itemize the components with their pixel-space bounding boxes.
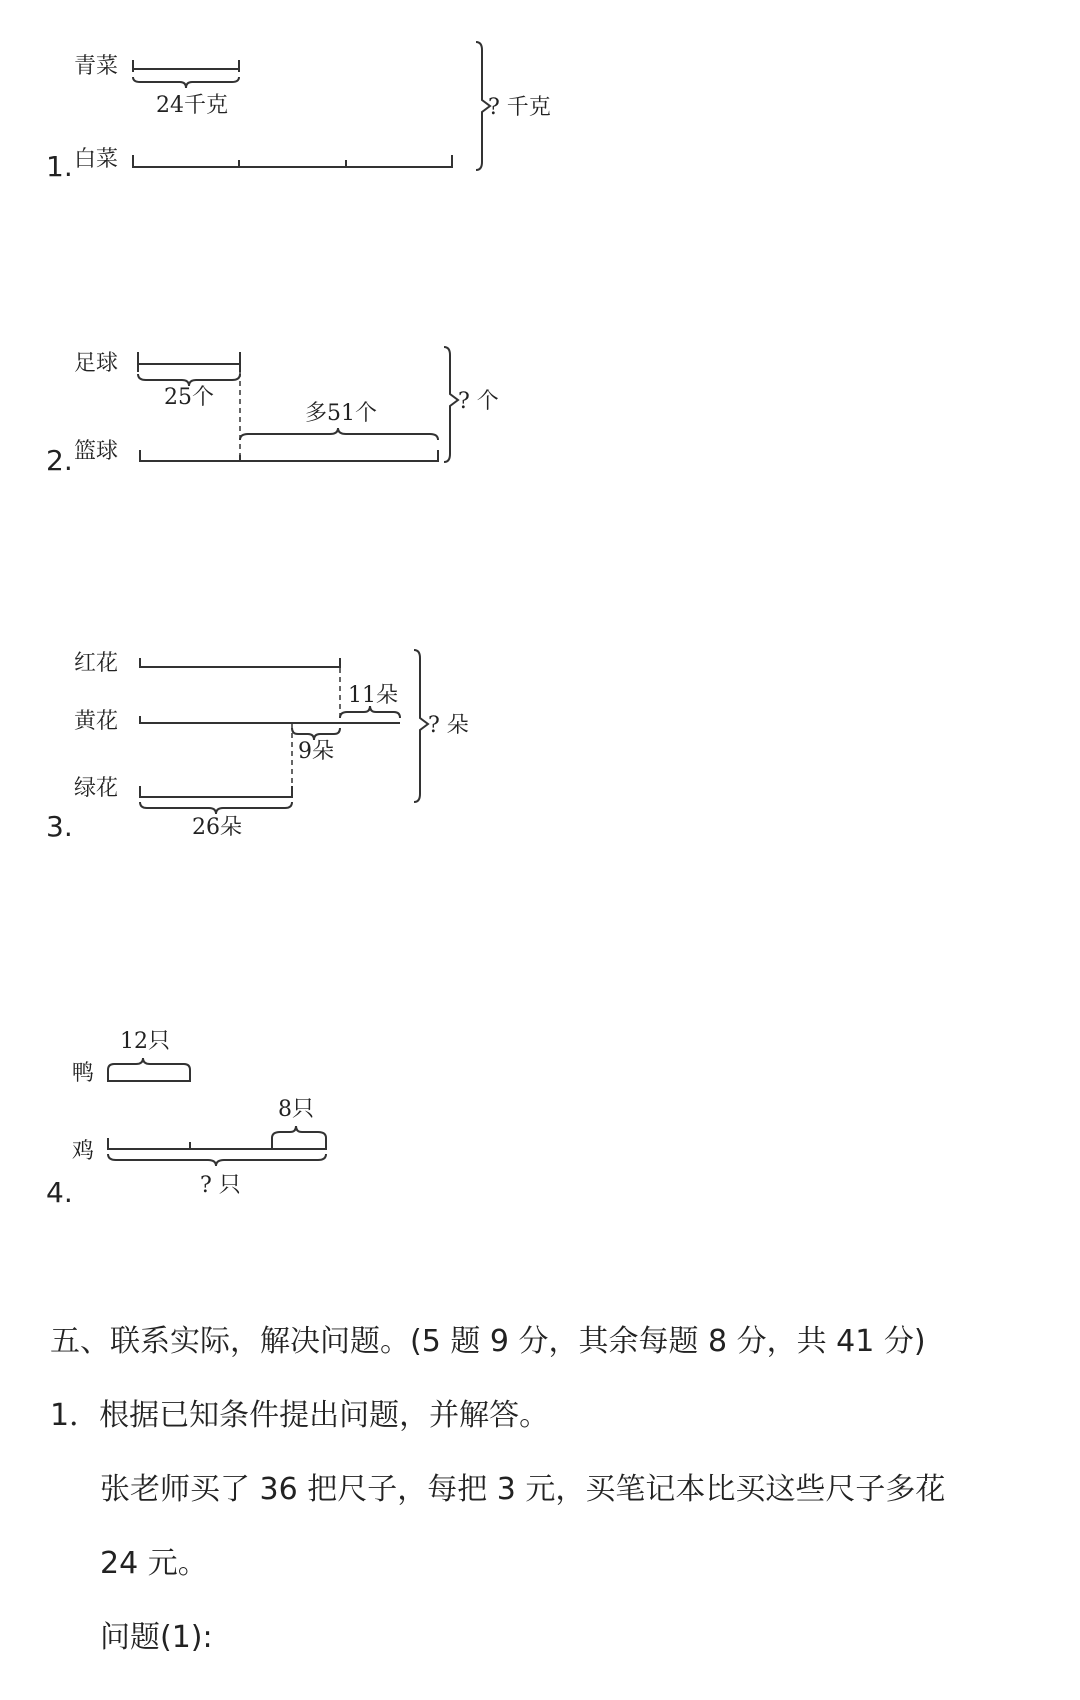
label-duck: 鸭: [72, 1061, 95, 1086]
problem-2-diagram: [46, 347, 499, 477]
duck-segment: [108, 1070, 190, 1082]
question-1-title: 1．根据已知条件提出问题，并解答。: [50, 1398, 550, 1433]
green-vegetable-segment: [133, 60, 239, 72]
brace-total-3: [414, 650, 428, 802]
cabbage-segment: [133, 155, 452, 168]
brace-total-4: [108, 1154, 326, 1166]
label-11: 11朵: [348, 683, 398, 708]
label-8: 8只: [278, 1097, 314, 1122]
question-1-text-line-1: 张老师买了 36 把尺子，每把 3 元，买笔记本比买这些尺子多花: [100, 1472, 946, 1507]
label-24kg: 24千克: [156, 93, 228, 118]
label-26: 26朵: [192, 815, 242, 840]
brace-26: [140, 802, 292, 814]
problem-3-diagram: [46, 650, 469, 843]
green-flower-segment: [140, 786, 292, 798]
label-total-kg: ? 千克: [488, 95, 551, 120]
question-1-text-line-2: 24 元。: [100, 1546, 208, 1581]
label-chicken: 鸡: [72, 1139, 95, 1164]
brace-total-2: [444, 347, 458, 462]
question-1-prompt: 问题(1):: [100, 1620, 213, 1655]
chicken-segment: [108, 1138, 326, 1150]
brace-more-51: [240, 428, 438, 440]
section-5-heading: 五、联系实际，解决问题。(5 题 9 分，其余每题 8 分，共 41 分): [50, 1324, 926, 1359]
football-segment: [138, 352, 240, 372]
brace-24kg: [133, 77, 239, 88]
label-red-flower: 红花: [74, 651, 119, 676]
problem-4-diagram: [46, 1029, 326, 1209]
label-total-count: ? 个: [458, 389, 499, 414]
label-green-flower: 绿花: [74, 776, 119, 801]
label-football: 足球: [74, 351, 119, 376]
problem-4-number: 4.: [46, 1176, 73, 1209]
label-more-51: 多51个: [305, 401, 377, 426]
problem-3-number: 3.: [46, 810, 73, 843]
label-9: 9朵: [298, 739, 334, 764]
problem-2-number: 2.: [46, 444, 73, 477]
problem-1-diagram: [46, 42, 551, 183]
label-basketball: 篮球: [74, 439, 119, 464]
label-total-birds: ? 只: [200, 1173, 241, 1198]
yellow-flower-segment: [140, 716, 400, 724]
basketball-segment: [140, 450, 438, 462]
label-green-vegetable: 青菜: [74, 54, 119, 79]
label-total-flowers: ? 朵: [428, 713, 469, 738]
label-yellow-flower: 黄花: [74, 709, 119, 734]
brace-12: [108, 1058, 190, 1070]
problem-1-number: 1.: [46, 150, 73, 183]
red-flower-segment: [140, 658, 340, 668]
label-cabbage: 白菜: [74, 147, 119, 172]
label-12: 12只: [120, 1029, 170, 1054]
brace-8: [272, 1126, 326, 1138]
label-25: 25个: [164, 385, 214, 410]
